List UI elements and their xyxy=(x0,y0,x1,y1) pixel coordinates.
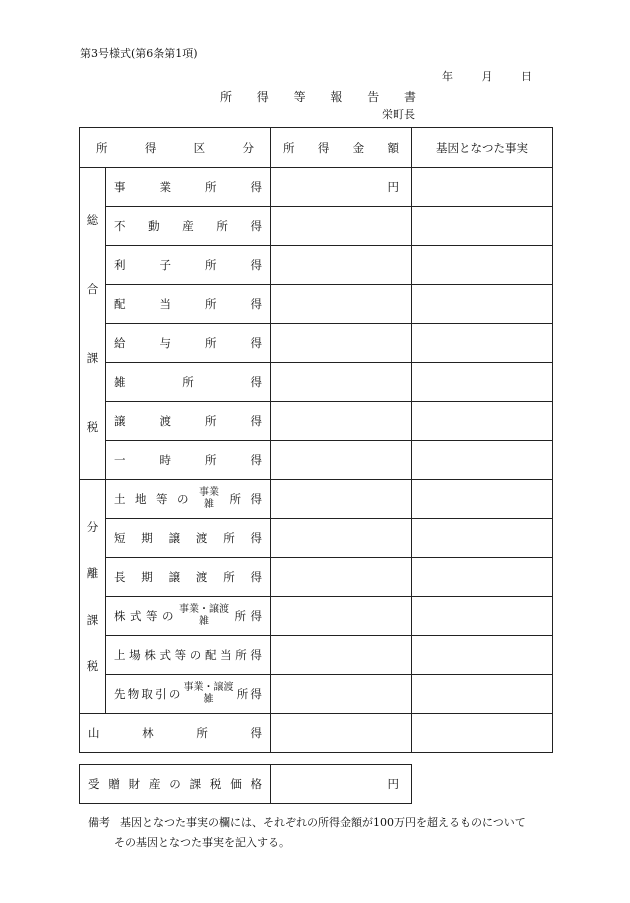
char: 課 xyxy=(86,350,99,365)
recipient: 栄町長 xyxy=(382,108,415,121)
income-type xyxy=(106,636,271,675)
amount-cell[interactable] xyxy=(271,246,412,285)
income-row xyxy=(80,480,553,519)
yen-unit: 円 xyxy=(387,180,399,194)
amount-cell[interactable] xyxy=(271,402,412,441)
date-month: 月 xyxy=(481,70,493,83)
char: 利 xyxy=(114,258,126,272)
forest-label xyxy=(80,714,271,753)
char: 長 xyxy=(114,570,126,584)
stacked-top: 事業・譲渡 xyxy=(179,604,229,615)
basis-cell[interactable] xyxy=(412,441,553,480)
char: 得 xyxy=(250,648,262,662)
char: 離 xyxy=(86,566,99,581)
income-type xyxy=(106,246,271,285)
char: 贈 xyxy=(108,777,120,791)
income-row xyxy=(80,324,553,363)
char: 譲 xyxy=(168,570,181,584)
char: 価 xyxy=(230,777,242,791)
char: 得 xyxy=(250,609,262,623)
basis-cell[interactable] xyxy=(412,363,553,402)
income-row xyxy=(80,402,553,441)
income-type xyxy=(106,558,271,597)
char: 先 xyxy=(114,687,126,701)
char: 当 xyxy=(159,297,171,311)
char: 不 xyxy=(114,219,126,233)
char: 得 xyxy=(250,726,262,740)
char: 得 xyxy=(250,687,262,701)
char: 所 xyxy=(205,258,217,272)
char: 所 xyxy=(182,375,194,389)
char: の xyxy=(177,492,189,506)
amount-cell[interactable] xyxy=(271,285,412,324)
amount-cell[interactable] xyxy=(271,207,412,246)
char: 等 xyxy=(156,492,168,506)
income-row xyxy=(80,285,553,324)
income-type xyxy=(106,480,271,519)
char: 一 xyxy=(114,453,126,467)
income-table xyxy=(79,127,553,753)
income-type xyxy=(106,324,271,363)
yen-unit: 円 xyxy=(387,777,399,791)
char: の xyxy=(162,609,174,623)
char: 期 xyxy=(141,531,153,545)
note xyxy=(88,813,558,853)
basis-cell[interactable] xyxy=(412,519,553,558)
amount-cell[interactable] xyxy=(271,363,412,402)
char: 得 xyxy=(250,414,262,428)
char: 課 xyxy=(86,612,99,627)
note-line-2: その基因となつた事実を記入する。 xyxy=(114,836,290,849)
forest-row xyxy=(80,714,553,753)
char: 金 xyxy=(352,140,365,155)
char: 事 xyxy=(114,180,126,194)
char: 得 xyxy=(250,336,262,350)
char: 区 xyxy=(193,140,206,155)
char: 渡 xyxy=(195,531,208,545)
char: 当 xyxy=(220,648,232,662)
basis-cell[interactable] xyxy=(412,324,553,363)
income-row xyxy=(80,246,553,285)
char: 所 xyxy=(220,90,233,104)
income-row xyxy=(80,519,553,558)
char: 時 xyxy=(159,453,171,467)
stacked-label xyxy=(184,682,234,706)
char: の xyxy=(168,687,181,701)
income-type xyxy=(106,441,271,480)
char: 分 xyxy=(242,140,254,155)
char: 与 xyxy=(159,336,171,350)
char: 産 xyxy=(182,219,194,233)
income-row xyxy=(80,363,553,402)
income-row xyxy=(80,675,553,714)
income-type xyxy=(106,402,271,441)
stacked-top: 事業 xyxy=(199,487,219,498)
income-type xyxy=(106,168,271,207)
char: 林 xyxy=(142,726,154,740)
basis-cell[interactable] xyxy=(412,402,553,441)
char: 得 xyxy=(250,531,262,545)
income-type xyxy=(106,363,271,402)
char: 譲 xyxy=(168,531,181,545)
amount-cell[interactable] xyxy=(271,675,412,714)
income-row xyxy=(80,597,553,636)
char: 得 xyxy=(250,258,262,272)
basis-cell[interactable] xyxy=(412,285,553,324)
form-number: 第3号様式(第6条第1項) xyxy=(80,47,198,60)
char: 総 xyxy=(86,213,99,228)
income-type xyxy=(106,597,271,636)
note-label: 備考 xyxy=(88,816,110,829)
basis-cell[interactable] xyxy=(412,597,553,636)
char: 合 xyxy=(86,282,99,297)
income-row xyxy=(80,441,553,480)
char: 得 xyxy=(250,375,262,389)
char: 子 xyxy=(159,258,171,272)
note-line-1: 基因となつた事実の欄には、それぞれの所得金額が100万円を超えるものについて xyxy=(120,816,526,829)
char: 得 xyxy=(317,140,330,155)
basis-cell[interactable] xyxy=(412,480,553,519)
char: 額 xyxy=(387,140,399,155)
char: 地 xyxy=(135,492,147,506)
char: 得 xyxy=(250,180,262,194)
char: 等 xyxy=(174,648,187,662)
char: 所 xyxy=(96,140,108,155)
amount-cell[interactable] xyxy=(271,480,412,519)
gift-amount-cell[interactable] xyxy=(271,765,412,804)
char: 配 xyxy=(204,648,217,662)
char: 税 xyxy=(209,777,222,791)
char: 産 xyxy=(148,777,161,791)
basis-cell[interactable] xyxy=(412,558,553,597)
income-type xyxy=(106,207,271,246)
char: 税 xyxy=(86,419,99,434)
char: 株 xyxy=(114,609,126,623)
char: 税 xyxy=(86,658,99,673)
char: 所 xyxy=(205,297,217,311)
income-type xyxy=(106,285,271,324)
char: 所 xyxy=(234,609,246,623)
char: の xyxy=(189,648,202,662)
basis-cell[interactable] xyxy=(412,168,553,207)
char: 式 xyxy=(159,648,171,662)
income-type xyxy=(106,519,271,558)
amount-cell[interactable] xyxy=(271,519,412,558)
char: の xyxy=(169,777,181,791)
char: 期 xyxy=(141,570,153,584)
char: 配 xyxy=(114,297,126,311)
income-row xyxy=(80,636,553,675)
char: 譲 xyxy=(114,414,126,428)
char: 所 xyxy=(223,570,235,584)
stacked-bottom: 雑 xyxy=(204,499,214,510)
char: 所 xyxy=(229,492,241,506)
char: 格 xyxy=(250,777,262,791)
char: 得 xyxy=(250,297,262,311)
group-label xyxy=(80,168,106,480)
char: 得 xyxy=(250,219,262,233)
amount-cell[interactable] xyxy=(271,597,412,636)
char: 給 xyxy=(114,336,126,350)
char: 所 xyxy=(205,414,217,428)
stacked-label xyxy=(199,487,219,511)
char: 所 xyxy=(205,336,217,350)
gift-table xyxy=(79,764,412,804)
char: 所 xyxy=(283,140,295,155)
char: 受 xyxy=(88,777,100,791)
char: 株 xyxy=(144,648,156,662)
char: 得 xyxy=(250,453,262,467)
char: 引 xyxy=(155,687,167,701)
header-amount xyxy=(271,128,412,168)
char: 所 xyxy=(236,687,249,701)
char: 場 xyxy=(129,648,141,662)
date-year: 年 xyxy=(442,70,453,83)
char: 報 xyxy=(330,90,343,104)
char: 物 xyxy=(127,687,140,701)
char: 告 xyxy=(367,90,380,104)
char: 渡 xyxy=(159,414,171,428)
basis-cell[interactable] xyxy=(412,246,553,285)
char: 所 xyxy=(235,648,247,662)
stacked-bottom: 雑 xyxy=(203,694,214,705)
char: 山 xyxy=(88,726,100,740)
document-title xyxy=(220,88,416,105)
stacked-bottom: 雑 xyxy=(199,616,209,627)
gift-label-cell xyxy=(80,765,271,804)
income-row xyxy=(80,168,553,207)
amount-cell[interactable] xyxy=(271,636,412,675)
amount-cell[interactable] xyxy=(271,558,412,597)
char: 課 xyxy=(189,777,202,791)
char: 等 xyxy=(146,609,158,623)
amount-cell[interactable] xyxy=(271,324,412,363)
header-category xyxy=(80,128,271,168)
char: 上 xyxy=(114,648,126,662)
char: 渡 xyxy=(195,570,208,584)
char: 所 xyxy=(205,453,217,467)
income-row xyxy=(80,558,553,597)
date-day: 日 xyxy=(521,70,532,83)
char: 所 xyxy=(205,180,217,194)
income-type xyxy=(106,675,271,714)
basis-cell[interactable] xyxy=(412,636,553,675)
char: 等 xyxy=(293,90,306,104)
char: 所 xyxy=(223,531,235,545)
char: 財 xyxy=(128,777,141,791)
basis-cell[interactable] xyxy=(412,714,553,753)
amount-cell[interactable] xyxy=(271,714,412,753)
header-row xyxy=(80,128,553,168)
date-line xyxy=(442,68,532,84)
char: 所 xyxy=(216,219,228,233)
basis-cell[interactable] xyxy=(412,207,553,246)
char: 式 xyxy=(130,609,142,623)
char: 短 xyxy=(114,531,126,545)
basis-cell[interactable] xyxy=(412,675,553,714)
char: 得 xyxy=(144,140,157,155)
amount-cell[interactable] xyxy=(271,168,412,207)
char: 得 xyxy=(250,570,262,584)
char: 所 xyxy=(196,726,208,740)
char: 取 xyxy=(141,687,153,701)
gift-row xyxy=(80,765,412,804)
group-label xyxy=(80,480,106,714)
char: 得 xyxy=(250,492,262,506)
char: 分 xyxy=(86,520,99,535)
stacked-label xyxy=(179,604,229,628)
char: 業 xyxy=(159,180,171,194)
stacked-top: 事業・譲渡 xyxy=(183,682,234,693)
income-row xyxy=(80,207,553,246)
char: 得 xyxy=(256,90,269,104)
char: 雑 xyxy=(114,375,126,389)
char: 土 xyxy=(114,492,126,506)
amount-cell[interactable] xyxy=(271,441,412,480)
header-basis: 基因となつた事実 xyxy=(412,128,553,168)
char: 書 xyxy=(403,90,416,104)
char: 動 xyxy=(148,219,160,233)
